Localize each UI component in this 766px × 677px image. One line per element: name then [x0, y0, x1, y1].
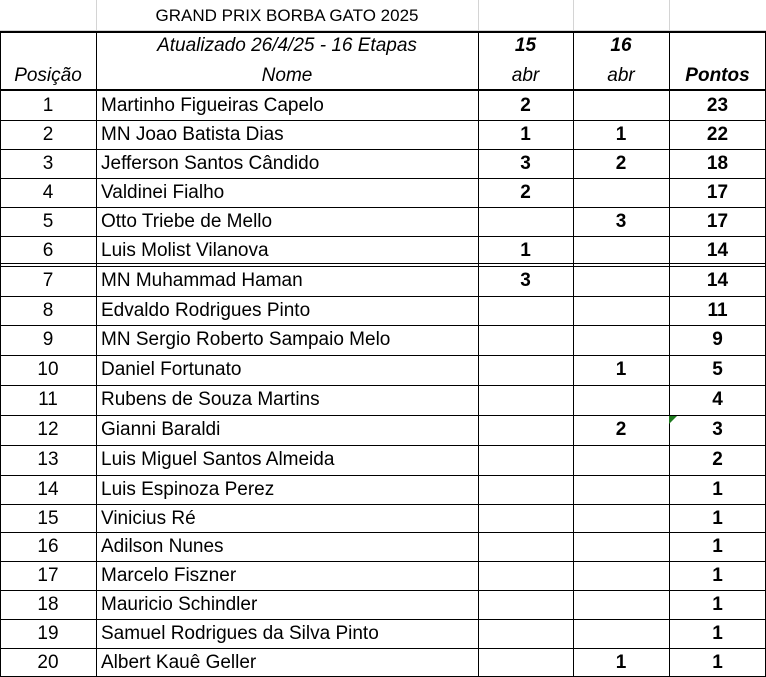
points-cell: 9 — [712, 328, 723, 350]
player-name-cell: Martinho Figueiras Capelo — [101, 94, 324, 116]
table-row — [0, 325, 766, 354]
stage-16-cell — [573, 325, 669, 354]
border-line — [0, 385, 766, 386]
stage-15-cell — [478, 445, 573, 474]
border-line — [0, 415, 766, 416]
stage-16-cell: 1 — [615, 123, 627, 145]
border-line — [0, 149, 766, 150]
points-cell: 1 — [712, 507, 723, 529]
stage-15-cell — [478, 504, 573, 533]
border-line — [0, 619, 766, 620]
stage-16-cell — [573, 236, 669, 265]
stage-16-cell — [573, 619, 669, 648]
stage-15-cell — [478, 415, 573, 444]
stage-15-cell — [478, 590, 573, 619]
player-name-cell: Luis Molist Vilanova — [101, 239, 269, 261]
stage-16-cell — [573, 445, 669, 474]
table-row — [0, 236, 766, 265]
title-row — [0, 0, 766, 31]
stage-15-month: abr — [511, 65, 540, 86]
stage-15-cell: 3 — [520, 269, 531, 291]
player-name-cell: Valdinei Fialho — [101, 181, 225, 203]
stage-16-cell — [573, 266, 669, 295]
border-line — [0, 325, 766, 326]
player-name-cell: MN Joao Batista Dias — [101, 123, 284, 145]
position-cell: 12 — [37, 418, 59, 440]
table-row — [0, 385, 766, 414]
stage-16-cell — [573, 91, 669, 120]
stage-16-number: 16 — [610, 35, 632, 56]
player-name-cell: Adilson Nunes — [101, 535, 224, 557]
border-line — [0, 296, 766, 297]
points-cell: 18 — [706, 152, 729, 174]
table-row — [0, 91, 766, 120]
stage-16-cell — [573, 475, 669, 504]
border-line — [478, 31, 479, 677]
points-cell: 4 — [712, 388, 723, 410]
header-row-2 — [0, 61, 766, 91]
player-name-cell: Otto Triebe de Mello — [101, 210, 273, 232]
position-cell: 3 — [42, 152, 54, 174]
table-row — [0, 296, 766, 325]
stage-15-cell: 1 — [520, 123, 531, 145]
table-row — [0, 475, 766, 504]
table-row — [0, 619, 766, 648]
player-name-cell: Rubens de Souza Martins — [101, 388, 320, 410]
player-name-cell: Luis Espinoza Perez — [101, 478, 275, 500]
position-cell: 10 — [37, 358, 59, 380]
table-row — [0, 504, 766, 533]
grid-line — [669, 0, 670, 31]
points-cell: 1 — [712, 564, 723, 586]
stage-16-cell — [573, 590, 669, 619]
position-cell: 7 — [42, 269, 54, 291]
stage-15-cell: 2 — [520, 94, 531, 116]
player-name-cell: Jefferson Santos Cândido — [101, 152, 320, 174]
position-cell: 9 — [42, 328, 54, 350]
stage-15-cell: 2 — [520, 181, 531, 203]
border-line — [96, 31, 97, 677]
table-row — [0, 648, 766, 677]
stage-16-cell: 1 — [615, 358, 627, 380]
stage-16-cell — [573, 385, 669, 414]
points-cell: 17 — [706, 210, 729, 232]
table-row — [0, 178, 766, 207]
position-cell: 14 — [37, 478, 59, 500]
points-cell: 14 — [706, 239, 729, 261]
border-line — [0, 31, 1, 677]
position-cell: 6 — [42, 239, 54, 261]
stage-16-cell — [573, 532, 669, 561]
table-row — [0, 532, 766, 561]
points-cell: 14 — [706, 269, 729, 291]
player-name-cell: Edvaldo Rodrigues Pinto — [101, 299, 311, 321]
player-name-cell: Vinicius Ré — [101, 507, 196, 529]
stage-15-cell — [478, 619, 573, 648]
border-line — [0, 445, 766, 446]
sheet-title: GRAND PRIX BORBA GATO 2025 — [155, 5, 419, 25]
stage-16-cell: 3 — [615, 210, 627, 232]
points-header: Pontos — [685, 65, 750, 86]
border-line — [0, 263, 766, 264]
stage-15-cell — [478, 532, 573, 561]
stage-16-cell — [573, 178, 669, 207]
points-cell: 1 — [712, 478, 723, 500]
position-cell: 2 — [42, 123, 54, 145]
points-cell: 2 — [712, 448, 723, 470]
stage-16-cell — [573, 296, 669, 325]
player-name-cell: Mauricio Schindler — [101, 593, 258, 615]
points-cell: 17 — [706, 181, 729, 203]
position-cell: 19 — [37, 622, 59, 644]
position-cell: 20 — [37, 651, 59, 673]
player-name-cell: MN Muhammad Haman — [101, 269, 303, 291]
position-cell: 4 — [42, 181, 54, 203]
player-name-cell: Luis Miguel Santos Almeida — [101, 448, 335, 470]
stage-16-cell: 2 — [615, 418, 627, 440]
stage-16-cell: 2 — [615, 152, 627, 174]
border-line — [0, 590, 766, 591]
table-row — [0, 415, 766, 444]
stage-15-cell — [478, 648, 573, 677]
border-line — [0, 236, 766, 237]
name-header: Nome — [261, 65, 313, 86]
position-cell: 11 — [38, 388, 58, 410]
position-cell: 16 — [37, 535, 59, 557]
player-name-cell: Marcelo Fiszner — [101, 564, 237, 586]
points-cell: 22 — [706, 123, 729, 145]
grid-line — [478, 0, 479, 31]
table-row — [0, 266, 766, 295]
border-line — [0, 207, 766, 208]
grid-line — [96, 0, 97, 31]
position-header: Posição — [14, 65, 82, 86]
border-line — [573, 31, 574, 677]
border-line — [0, 475, 766, 476]
points-cell: 5 — [712, 358, 723, 380]
border-line — [0, 178, 766, 179]
points-cell: 3 — [712, 418, 723, 440]
position-cell: 5 — [42, 210, 54, 232]
table-row — [0, 561, 766, 590]
border-line — [0, 120, 766, 121]
player-name-cell: Albert Kauê Geller — [101, 651, 257, 673]
points-cell: 1 — [712, 593, 723, 615]
stage-15-cell — [478, 296, 573, 325]
stage-15-cell: 3 — [520, 152, 531, 174]
player-name-cell: Samuel Rodrigues da Silva Pinto — [101, 622, 379, 644]
border-line — [0, 266, 766, 267]
player-name-cell: Daniel Fortunato — [101, 358, 242, 380]
stage-16-cell — [573, 504, 669, 533]
position-cell: 15 — [37, 507, 59, 529]
border-line — [0, 504, 766, 505]
stage-15-cell — [478, 385, 573, 414]
points-cell: 1 — [712, 535, 723, 557]
position-cell: 1 — [42, 94, 54, 116]
border-line — [0, 89, 766, 91]
grid-line — [573, 0, 574, 31]
border-line — [0, 355, 766, 356]
stage-15-cell — [478, 207, 573, 236]
stage-15-cell — [478, 355, 573, 384]
table-row — [0, 355, 766, 384]
points-cell: 1 — [712, 651, 723, 673]
position-cell: 13 — [37, 448, 59, 470]
border-line — [0, 31, 766, 33]
stage-16-cell — [573, 561, 669, 590]
border-line — [0, 561, 766, 562]
player-name-cell: MN Sergio Roberto Sampaio Melo — [101, 328, 391, 350]
updated-label: Atualizado 26/4/25 - 16 Etapas — [157, 35, 417, 56]
table-row — [0, 149, 766, 178]
header-row-1 — [0, 31, 766, 61]
border-line — [0, 648, 766, 649]
stage-16-cell: 1 — [615, 651, 627, 673]
position-cell: 17 — [37, 564, 59, 586]
stage-15-cell — [478, 475, 573, 504]
border-line — [669, 31, 670, 677]
position-cell: 18 — [37, 593, 59, 615]
points-cell: 1 — [712, 622, 723, 644]
stage-15-cell — [478, 561, 573, 590]
position-cell: 8 — [42, 299, 54, 321]
table-row — [0, 207, 766, 236]
stage-15-cell — [478, 325, 573, 354]
table-row — [0, 590, 766, 619]
table-row — [0, 445, 766, 474]
comment-indicator-icon — [669, 416, 677, 424]
stage-15-number: 15 — [514, 35, 537, 56]
border-line — [0, 532, 766, 533]
stage-16-month: abr — [607, 65, 635, 86]
points-cell: 23 — [706, 94, 729, 116]
table-row — [0, 120, 766, 149]
player-name-cell: Gianni Baraldi — [101, 418, 221, 440]
points-cell: 11 — [707, 299, 728, 321]
stage-15-cell: 1 — [520, 239, 531, 261]
